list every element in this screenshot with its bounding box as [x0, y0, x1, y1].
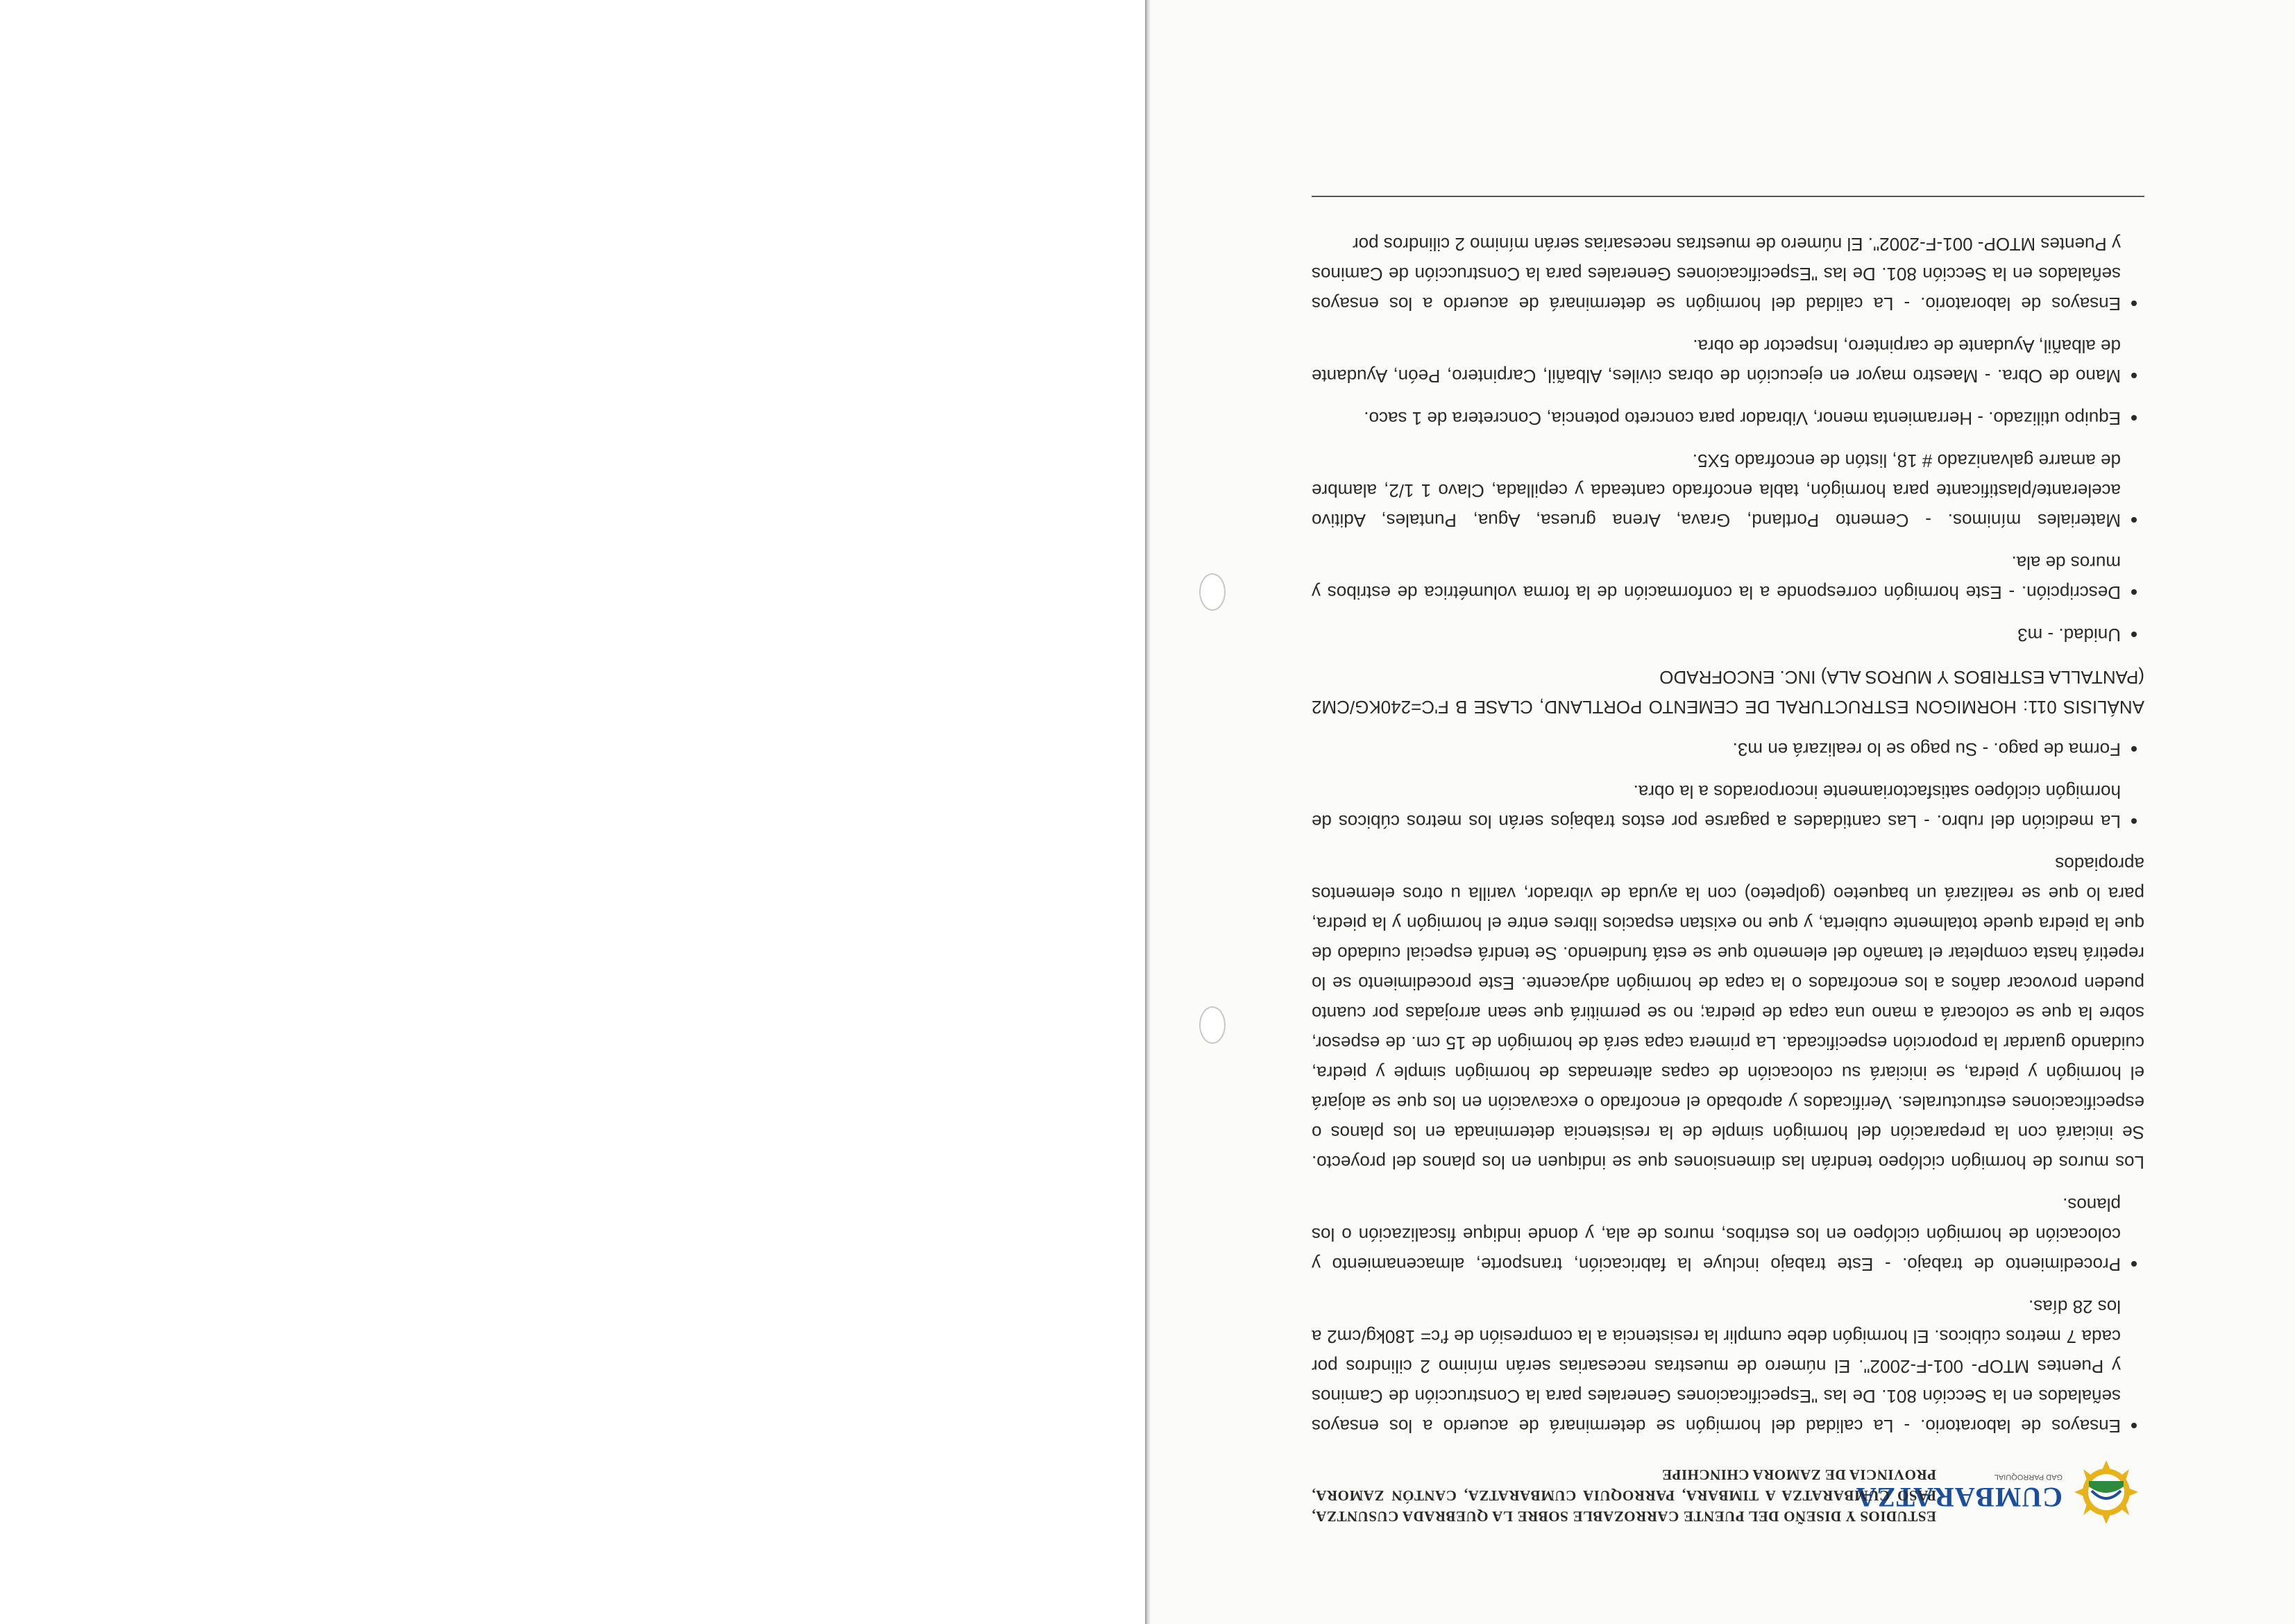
document-header — [1312, 1457, 2144, 1527]
materials-item: • Materiales mínimos. - Cemento Portland, Grava, Arena gruesa, Agua, Puntales, Aditivo acelerante/plastificante para hormigón, tabla encofrado canteada y cepillada, Clavo 1 1/2, alambre de amarre galvanizado # 18, listón de encofrado 5X5. — [1312, 446, 2121, 535]
blank-left-page — [0, 0, 1145, 1624]
logo-tagline: GAD PARROQUIAL — [1994, 1473, 2063, 1481]
measurement-item: • La medición del rubro. - Las cantidades a pagarse por estos trabajos serán los metros cúbicos de hormigón ciclópeo satisfactoriamente incorporados a la obra. — [1312, 777, 2121, 836]
lab-tests-item-2: • Ensayos de laboratorio. - La calidad del hormigón se determinará de acuerdo a los ensayos señalados en la Sección 801. De las "Especificaciones Generales para la Construcción de Caminos y Puentes MTOP- 001-F-2002". El número de muestras necesarias serán mínimo 2 cilindros por — [1312, 229, 2121, 319]
unit-item: • Unidad. - m3 — [1312, 620, 2121, 650]
walls-paragraph: Los muros de hormigón ciclópeo tendrán las dimensiones que se indiquen en los planos del proyecto. Se iniciará con la preparación del hormigón simple de la resistencia determinada en los planos o especificaciones estructurales. Verificados y aprobado el encofrado o excavación en los que se alojará el hormigón y piedra, se iniciará su colocación de capas alternadas de hormigón simple y piedra, cuidando guardar la proporción especificada. La primera capa será de hormigón de 15 cm. de espesor, sobre la que se colocará a mano una capa de piedra; no se permitirá que sean arrojadas por cuanto pueden provocar daños a los encofrados o la capa de hormigón adyacente. Este procedimiento se lo repetirá hasta completar el tamaño del elemento que se está fundiendo. Se tendrá especial cuidado de que la piedra quede totalmente cubierta, y que no existan espacios libres entre el hormigón y la piedra, para lo que se realizará un baqueteo (golpeteo) con la ayuda de vibrador, varilla u otros elementos apropiados — [1312, 854, 2144, 1173]
spec-list-1 — [1312, 1190, 2144, 1441]
punch-hole-bottom — [1199, 1006, 1226, 1044]
lab-tests-item: • Ensayos de laboratorio. - La calidad del hormigón se determinará de acuerdo a los ensayos señalados en la Sección 801. De las "Especificaciones Generales para la Construcción de Caminos y Puentes MTOP- 001-F-2002". El número de muestras necesarias serán mínimo 2 cilindros por cada 7 metros cúbicos. El hormigón debe cumplir la resistencia a la compresión de f'c= 180kg/cm2 a los 28 días. — [1312, 1292, 2121, 1441]
description-item: • Descripción. - Este hormigón corresponde a la conformación de la forma volumétrica de estribos y muros de ala. — [1312, 548, 2121, 607]
project-title: ESTUDIOS Y DISEÑO DEL PUENTE CARROZABLE SOBRE LA QUEBRADA CUSUNTZA, PASO CUMBARATZA A TIMBARA, PARROQUIA CUMBARATZA, CANTÓN ZAMORA, PROVINCIA DE ZAMORA CHINCHIPE — [1312, 1466, 1936, 1525]
procedure-item: • Procedimiento de trabajo. - Este trabajo incluye la fabricación, transporte, almacenamiento y colocación de hormigón ciclópeo en los estribos, muros de ala, y donde indique fiscalización o los planos. — [1312, 1190, 2121, 1279]
document-content — [1312, 62, 2144, 1527]
payment-item: • Forma de pago. - Su pago se lo realizará en m3. — [1312, 734, 2121, 764]
page-fold-shadow — [1145, 0, 1151, 1624]
equipment-item: • Equipo utilizado. - Herramienta menor, Vibrador para concreto potencia, Concretera de 1 saco. — [1312, 403, 2121, 433]
footer-rule — [1312, 196, 2144, 197]
labor-item: • Mano de Obra. - Maestro mayor en ejecución de obras civiles, Albañil, Carpintero, Peón, Ayudante de albañil, Ayudante de carpintero, Inspector de obra. — [1312, 331, 2121, 391]
punch-hole-top — [1199, 573, 1226, 611]
sun-emblem-icon — [2068, 1457, 2144, 1527]
spec-list-3 — [1312, 229, 2144, 650]
cumbaratza-logo — [1855, 1457, 2144, 1527]
analysis-title: ANÁLISIS 011: HORMIGON ESTRUCTURAL DE CEMENTO PORTLAND, CLASE B F'C=240KG/CM2 (PANTALLA ESTRIBOS Y MUROS ALA) INC. ENCOFRADO — [1312, 667, 2144, 718]
logo-name: CUMBARATZA — [1855, 1482, 2063, 1513]
spec-list-2 — [1312, 734, 2144, 836]
